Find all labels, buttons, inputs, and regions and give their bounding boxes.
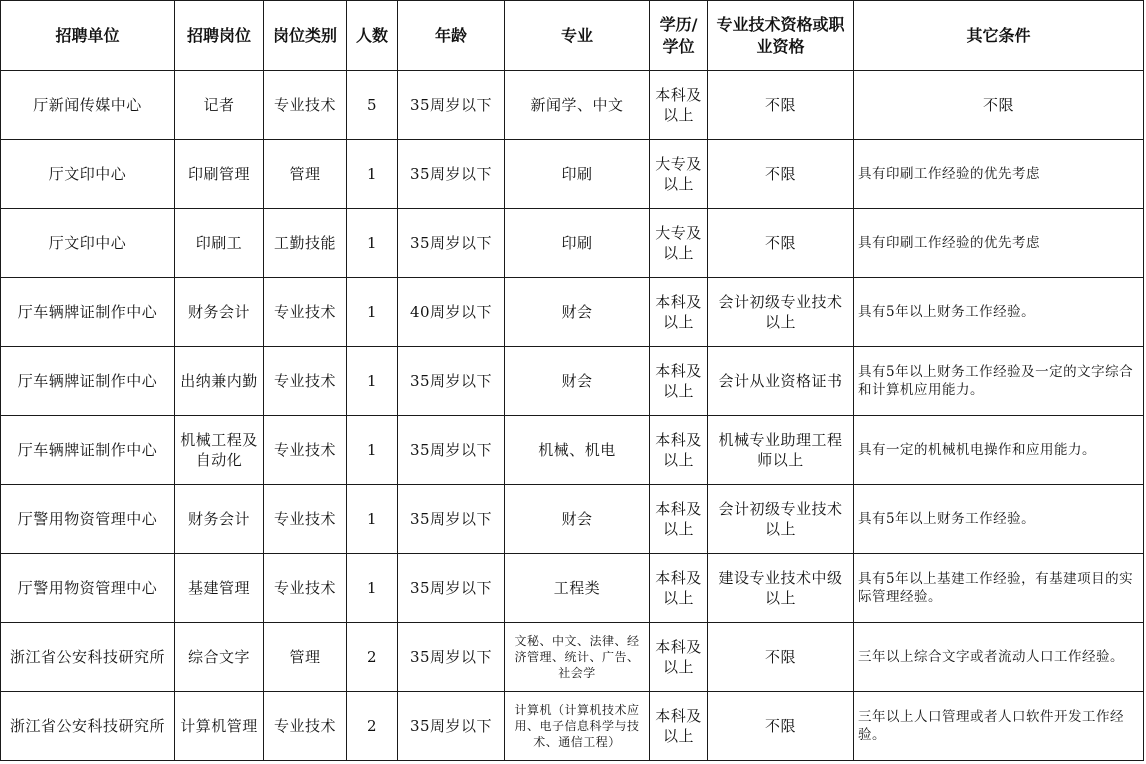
- cell-education: 大专及以上: [650, 140, 708, 209]
- cell-qualification: 不限: [708, 692, 854, 761]
- cell-category: 专业技术: [264, 71, 347, 140]
- cell-other-conditions: 三年以上人口管理或者人口软件开发工作经验。: [854, 692, 1144, 761]
- cell-category: 管理: [264, 623, 347, 692]
- cell-category: 专业技术: [264, 347, 347, 416]
- cell-qualification: 会计初级专业技术以上: [708, 278, 854, 347]
- cell-major: 新闻学、中文: [505, 71, 650, 140]
- cell-major: 财会: [505, 485, 650, 554]
- cell-count: 5: [347, 71, 398, 140]
- cell-count: 2: [347, 692, 398, 761]
- cell-count: 1: [347, 140, 398, 209]
- cell-education: 本科及以上: [650, 347, 708, 416]
- cell-position: 印刷管理: [175, 140, 264, 209]
- cell-age: 35周岁以下: [398, 623, 505, 692]
- cell-unit: 厅车辆牌证制作中心: [1, 416, 175, 485]
- header-count: 人数: [347, 1, 398, 71]
- table-row: [1, 623, 1144, 692]
- cell-count: 1: [347, 209, 398, 278]
- cell-age: 35周岁以下: [398, 209, 505, 278]
- cell-education: 本科及以上: [650, 71, 708, 140]
- header-education: 学历/学位: [650, 1, 708, 71]
- cell-qualification: 不限: [708, 209, 854, 278]
- cell-age: 35周岁以下: [398, 692, 505, 761]
- cell-education: 本科及以上: [650, 623, 708, 692]
- cell-education: 本科及以上: [650, 485, 708, 554]
- cell-count: 1: [347, 485, 398, 554]
- cell-unit: 浙江省公安科技研究所: [1, 623, 175, 692]
- cell-age: 35周岁以下: [398, 485, 505, 554]
- cell-unit: 浙江省公安科技研究所: [1, 692, 175, 761]
- cell-category: 专业技术: [264, 416, 347, 485]
- cell-qualification: 机械专业助理工程师以上: [708, 416, 854, 485]
- cell-age: 35周岁以下: [398, 416, 505, 485]
- cell-age: 40周岁以下: [398, 278, 505, 347]
- cell-category: 专业技术: [264, 692, 347, 761]
- table-row: [1, 278, 1144, 347]
- cell-other-conditions: 具有5年以上财务工作经验。: [854, 278, 1144, 347]
- cell-position: 计算机管理: [175, 692, 264, 761]
- cell-other-conditions: 具有印刷工作经验的优先考虑: [854, 209, 1144, 278]
- cell-category: 管理: [264, 140, 347, 209]
- cell-unit: 厅车辆牌证制作中心: [1, 347, 175, 416]
- cell-major: 印刷: [505, 209, 650, 278]
- table-row: [1, 416, 1144, 485]
- cell-count: 1: [347, 554, 398, 623]
- cell-other-conditions: 具有一定的机械机电操作和应用能力。: [854, 416, 1144, 485]
- header-unit: 招聘单位: [1, 1, 175, 71]
- cell-qualification: 会计从业资格证书: [708, 347, 854, 416]
- table-body: [1, 71, 1144, 761]
- cell-age: 35周岁以下: [398, 554, 505, 623]
- table-row: [1, 209, 1144, 278]
- cell-count: 1: [347, 278, 398, 347]
- cell-other-conditions: 具有印刷工作经验的优先考虑: [854, 140, 1144, 209]
- header-position: 招聘岗位: [175, 1, 264, 71]
- table-row: [1, 140, 1144, 209]
- cell-qualification: 建设专业技术中级以上: [708, 554, 854, 623]
- cell-unit: 厅文印中心: [1, 209, 175, 278]
- table-row: [1, 485, 1144, 554]
- cell-major: 机械、机电: [505, 416, 650, 485]
- cell-major: 工程类: [505, 554, 650, 623]
- header-qualification: 专业技术资格或职业资格: [708, 1, 854, 71]
- cell-category: 专业技术: [264, 554, 347, 623]
- cell-other-conditions: 具有5年以上基建工作经验，有基建项目的实际管理经验。: [854, 554, 1144, 623]
- cell-major: 计算机（计算机技术应用、电子信息科学与技术、通信工程）: [505, 692, 650, 761]
- cell-qualification: 会计初级专业技术以上: [708, 485, 854, 554]
- cell-category: 专业技术: [264, 278, 347, 347]
- cell-position: 印刷工: [175, 209, 264, 278]
- cell-qualification: 不限: [708, 71, 854, 140]
- cell-education: 本科及以上: [650, 554, 708, 623]
- cell-position: 机械工程及自动化: [175, 416, 264, 485]
- header-major: 专业: [505, 1, 650, 71]
- cell-education: 本科及以上: [650, 416, 708, 485]
- cell-position: 出纳兼内勤: [175, 347, 264, 416]
- cell-position: 财务会计: [175, 485, 264, 554]
- cell-education: 本科及以上: [650, 278, 708, 347]
- cell-unit: 厅车辆牌证制作中心: [1, 278, 175, 347]
- cell-education: 本科及以上: [650, 692, 708, 761]
- cell-major: 财会: [505, 278, 650, 347]
- cell-unit: 厅警用物资管理中心: [1, 485, 175, 554]
- cell-unit: 厅警用物资管理中心: [1, 554, 175, 623]
- cell-major: 印刷: [505, 140, 650, 209]
- cell-qualification: 不限: [708, 140, 854, 209]
- header-age: 年龄: [398, 1, 505, 71]
- cell-count: 1: [347, 416, 398, 485]
- cell-other-conditions: 具有5年以上财务工作经验。: [854, 485, 1144, 554]
- cell-unit: 厅文印中心: [1, 140, 175, 209]
- cell-count: 1: [347, 347, 398, 416]
- cell-count: 2: [347, 623, 398, 692]
- cell-position: 财务会计: [175, 278, 264, 347]
- cell-age: 35周岁以下: [398, 71, 505, 140]
- header-category: 岗位类别: [264, 1, 347, 71]
- cell-position: 记者: [175, 71, 264, 140]
- cell-other-conditions: 三年以上综合文字或者流动人口工作经验。: [854, 623, 1144, 692]
- cell-major: 财会: [505, 347, 650, 416]
- table-row: [1, 71, 1144, 140]
- cell-position: 综合文字: [175, 623, 264, 692]
- cell-age: 35周岁以下: [398, 140, 505, 209]
- header-row: [1, 1, 1144, 71]
- cell-position: 基建管理: [175, 554, 264, 623]
- header-other-conditions: 其它条件: [854, 1, 1144, 71]
- cell-other-conditions: 不限: [854, 71, 1144, 140]
- cell-unit: 厅新闻传媒中心: [1, 71, 175, 140]
- table-row: [1, 692, 1144, 761]
- cell-age: 35周岁以下: [398, 347, 505, 416]
- cell-qualification: 不限: [708, 623, 854, 692]
- cell-category: 工勤技能: [264, 209, 347, 278]
- table-row: [1, 347, 1144, 416]
- cell-major: 文秘、中文、法律、经济管理、统计、广告、社会学: [505, 623, 650, 692]
- table-header: [1, 1, 1144, 71]
- cell-category: 专业技术: [264, 485, 347, 554]
- table-row: [1, 554, 1144, 623]
- cell-other-conditions: 具有5年以上财务工作经验及一定的文字综合和计算机应用能力。: [854, 347, 1144, 416]
- cell-education: 大专及以上: [650, 209, 708, 278]
